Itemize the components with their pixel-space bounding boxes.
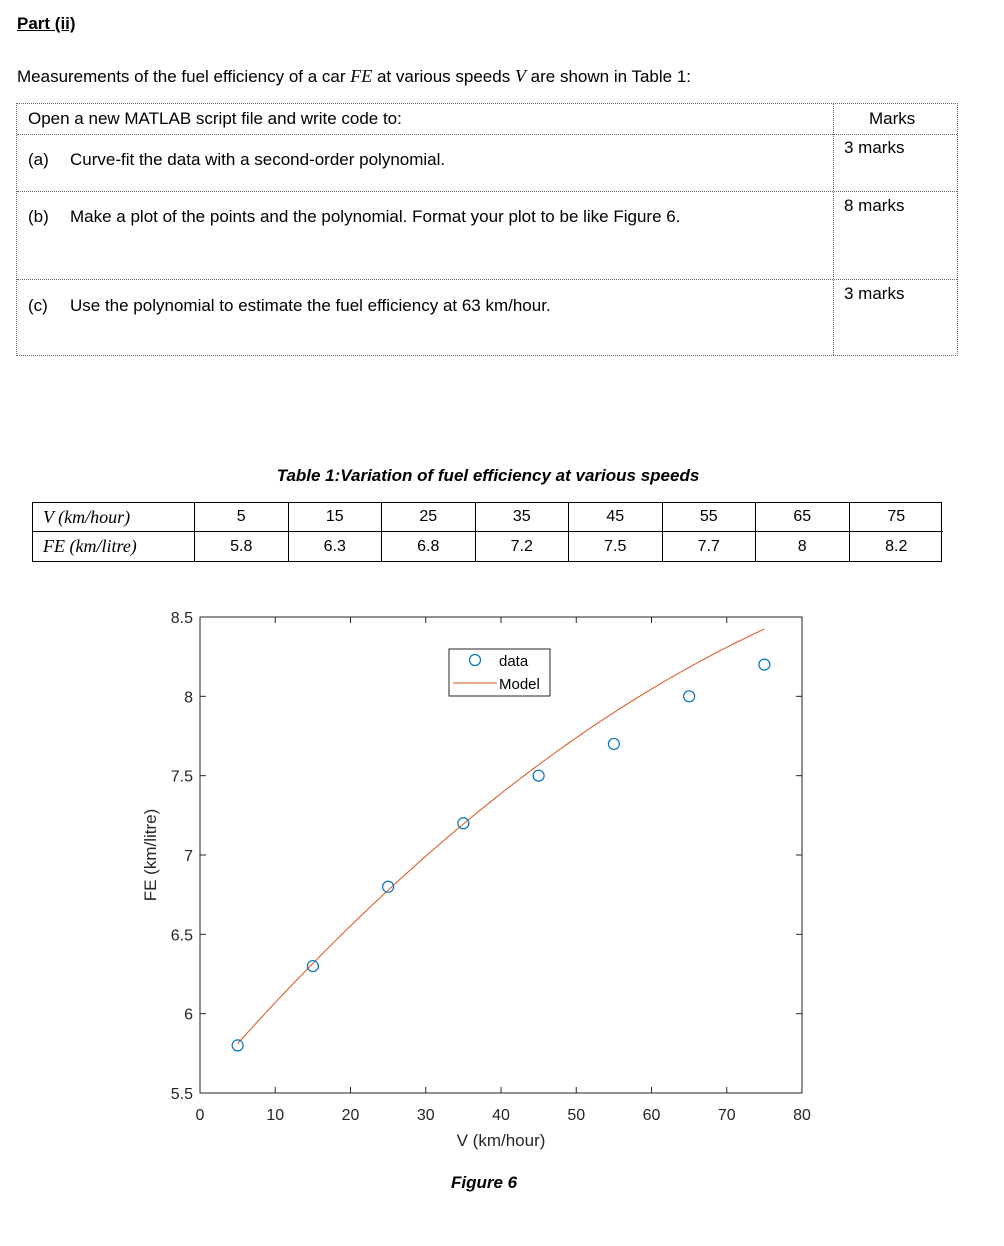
x-tick-label: 60 [642, 1107, 661, 1124]
legend-model-label: Model [499, 676, 540, 693]
table-caption: Table 1:Variation of fuel efficiency at various speeds [276, 466, 700, 485]
task-row-c [28, 296, 551, 316]
y-tick-label: 8 [184, 689, 193, 707]
legend-data-label: data [499, 653, 529, 670]
part-heading: Part (ii) [17, 14, 76, 33]
speed-cell: 15 [289, 503, 383, 532]
efficiency-row-label: FE (km/litre) [33, 532, 195, 561]
speed-cell: 75 [850, 503, 944, 532]
task-table [16, 103, 958, 356]
marks-column-divider [833, 104, 834, 355]
x-tick-label: 10 [266, 1107, 285, 1124]
efficiency-cell: 8 [756, 532, 850, 561]
y-tick-label: 7.5 [170, 768, 193, 786]
x-tick-label: 20 [341, 1107, 360, 1124]
y-tick-label: 8.5 [170, 610, 193, 627]
efficiency-cell: 6.3 [289, 532, 383, 561]
task-text-a: Curve-fit the data with a second-order polynomial. [70, 150, 446, 169]
x-tick-label: 80 [793, 1107, 811, 1124]
speed-cell: 55 [663, 503, 757, 532]
speed-cell: 45 [569, 503, 663, 532]
efficiency-cell: 7.5 [569, 532, 663, 561]
row-divider-a [17, 191, 957, 192]
marks-c: 3 marks [844, 284, 905, 303]
legend [449, 649, 550, 696]
efficiency-cell: 7.7 [663, 532, 757, 561]
figure-caption: Figure 6 [451, 1173, 518, 1192]
speed-cell: 25 [382, 503, 476, 532]
task-row-a [28, 150, 445, 170]
task-table-header: Open a new MATLAB script file and write code to: [28, 109, 402, 128]
task-text-c: Use the polynomial to estimate the fuel efficiency at 63 km/hour. [70, 296, 551, 315]
y-axis-label: FE (km/litre) [141, 808, 160, 902]
marks-b: 8 marks [844, 196, 905, 215]
intro-middle: at various speeds [372, 67, 515, 86]
intro-before: Measurements of the fuel efficiency of a car [17, 67, 351, 86]
figure-6-plot [0, 590, 1004, 1160]
task-label-a: (a) [28, 150, 49, 169]
x-tick-label: 50 [567, 1107, 586, 1124]
y-tick-label: 7 [184, 848, 193, 865]
x-tick-label: 30 [416, 1107, 435, 1124]
efficiency-cell: 8.2 [885, 537, 908, 555]
intro-text [17, 66, 691, 87]
intro-v-symbol: V [514, 66, 526, 86]
speed-cell: 35 [476, 503, 570, 532]
y-tick-label: 5.5 [170, 1086, 193, 1103]
task-label-b: (b) [28, 207, 49, 226]
speed-cell: 65 [756, 503, 850, 532]
intro-after: are shown in Table 1: [525, 67, 692, 86]
speed-row-label: V (km/hour) [33, 503, 195, 532]
efficiency-cell: 5.8 [195, 532, 289, 561]
marks-a: 3 marks [844, 138, 905, 157]
efficiency-cell: 7.2 [476, 532, 570, 561]
x-tick-label: 0 [195, 1107, 205, 1124]
task-row-b [28, 207, 680, 227]
efficiency-cell: 6.8 [382, 532, 476, 561]
x-tick-label: 70 [717, 1107, 736, 1124]
data-table [32, 502, 942, 562]
task-label-c: (c) [28, 296, 48, 315]
y-tick-label: 6.5 [170, 927, 193, 945]
y-tick-label: 6 [184, 1006, 193, 1024]
header-divider [17, 134, 957, 135]
intro-fe-symbol: FE [350, 66, 373, 86]
speed-cell: 5 [195, 503, 289, 532]
x-axis-label: V (km/hour) [456, 1131, 546, 1150]
row-divider-b [17, 279, 957, 280]
x-tick-label: 40 [492, 1107, 510, 1124]
marks-header: Marks [869, 109, 916, 128]
task-text-b: Make a plot of the points and the polynomial. Format your plot to be like Figure 6. [70, 207, 681, 226]
